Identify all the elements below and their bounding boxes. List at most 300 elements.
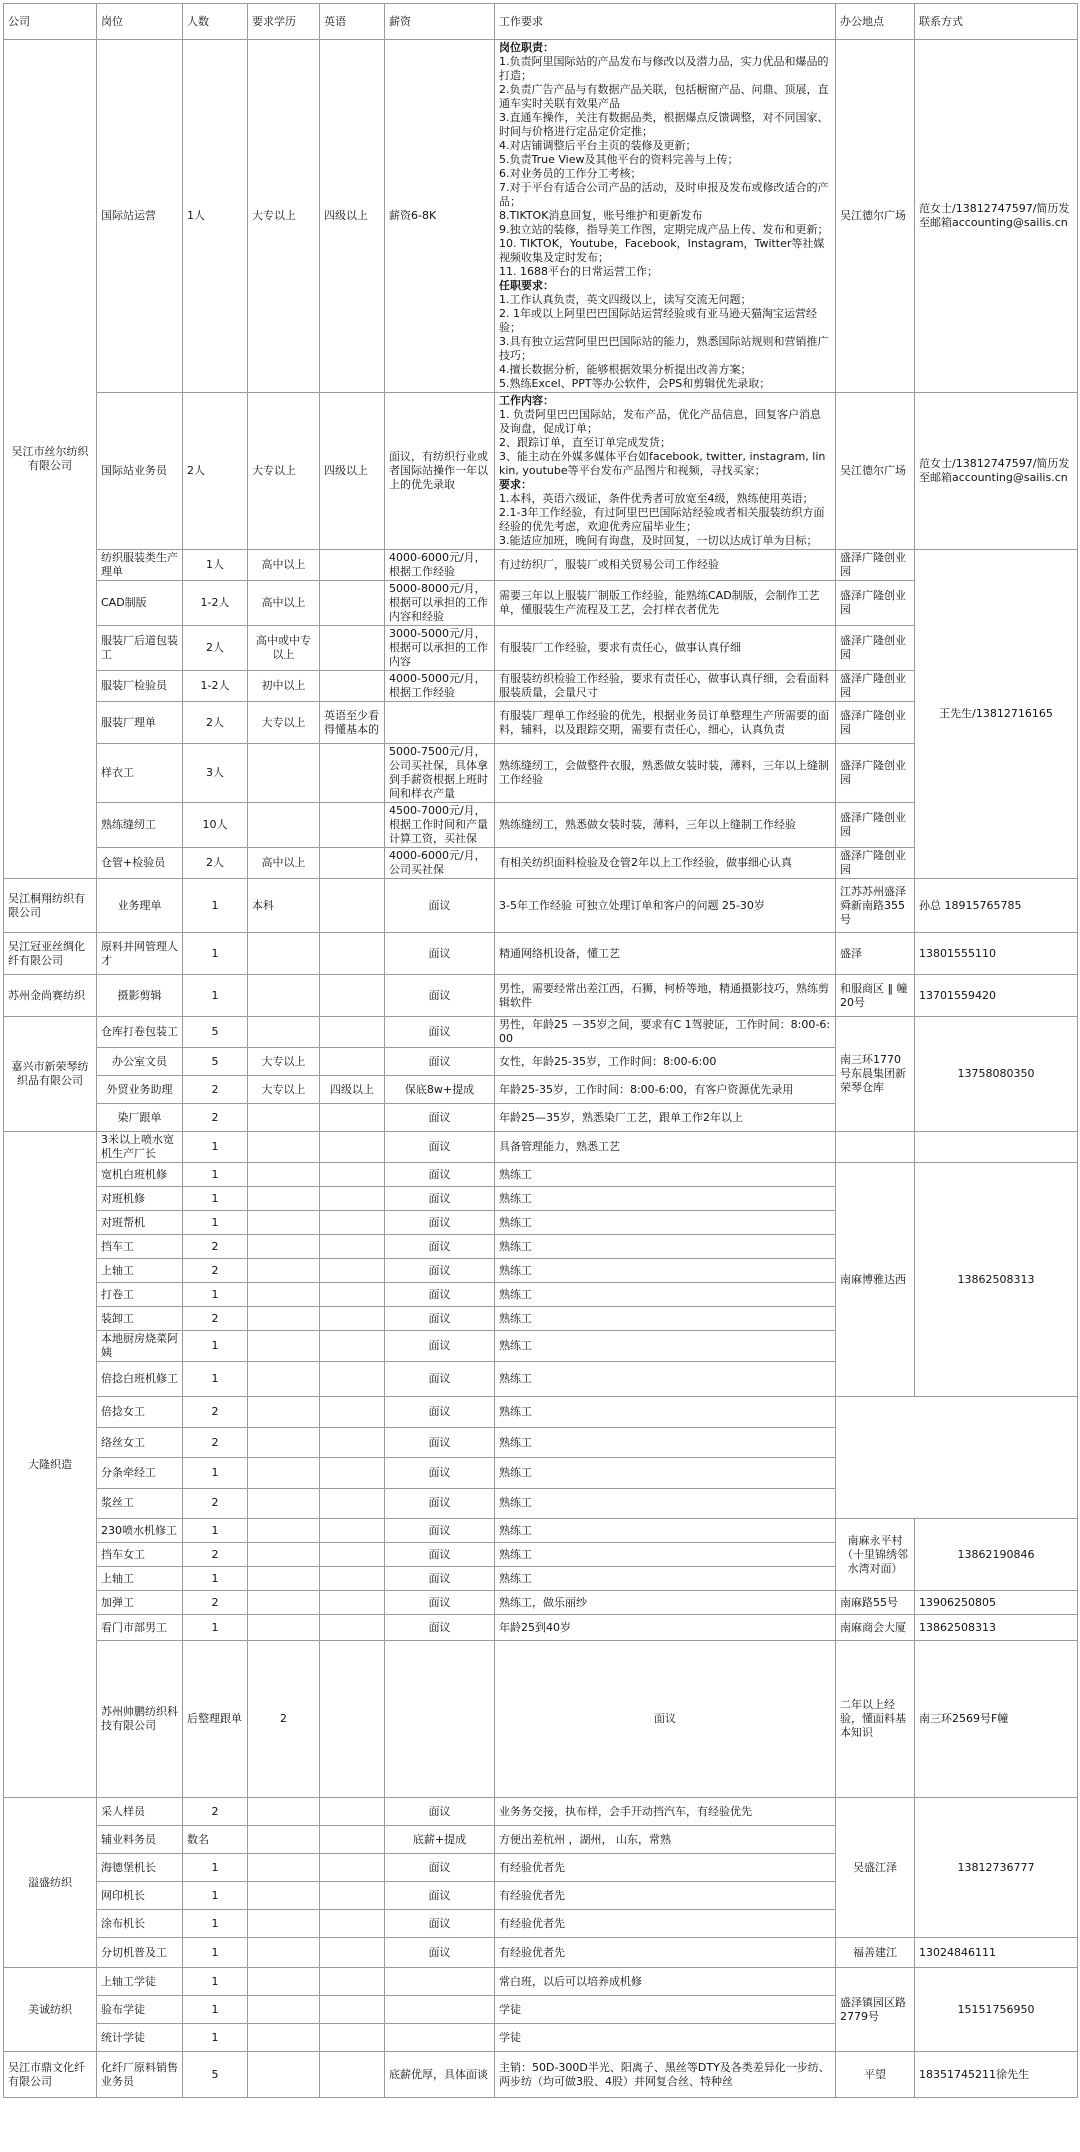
requirement-line: 5.负责True View及其他平台的资料完善与上传； <box>499 153 739 166</box>
count-cell: 1 <box>183 1283 248 1307</box>
english-cell <box>320 1968 385 1996</box>
requirements-cell: 精通网络机设备，懂工艺 <box>495 933 836 975</box>
count-cell: 2 <box>183 1488 248 1518</box>
requirements-cell: 熟练工 <box>495 1362 836 1397</box>
table-row <box>4 1938 1078 1968</box>
requirement-line: 2. 1年或以上阿里巴巴国际站运营经验或有亚马逊天猫淘宝运营经验； <box>499 307 817 334</box>
count-cell: 2人 <box>183 702 248 744</box>
education-cell: 高中以上 <box>248 581 320 626</box>
english-cell: 英语至少看得懂基本的 <box>320 702 385 744</box>
english-cell <box>320 1283 385 1307</box>
education-cell <box>248 1235 320 1259</box>
position-cell: 本地厨房烧菜阿姨 <box>97 1331 183 1362</box>
requirements-cell: 熟练工 <box>495 1211 836 1235</box>
education-cell <box>248 1910 320 1938</box>
salary-cell <box>385 1968 495 1996</box>
education-cell <box>248 1488 320 1518</box>
requirements-cell: 方便出差杭州 ，湖州， 山东，常熟 <box>495 1826 836 1854</box>
english-cell <box>320 933 385 975</box>
salary-cell: 面议 <box>385 1591 495 1615</box>
table-row <box>4 1163 1078 1187</box>
contact-cell: 孙总 18915765785 <box>915 879 1078 933</box>
education-cell <box>248 1283 320 1307</box>
education-cell <box>248 1519 320 1543</box>
requirement-line: 2.负责广告产品与有数据产品关联，包括橱窗产品、问鼎、顶展，直通车实时关联有效果产品 <box>499 83 829 110</box>
salary-cell: 面议 <box>385 1938 495 1968</box>
office-cell: 吴江德尔广场 <box>836 393 915 550</box>
count-cell: 1人 <box>183 40 248 393</box>
position-cell: 看门市部男工 <box>97 1615 183 1641</box>
english-cell <box>320 1938 385 1968</box>
salary-cell: 4000-5000元/月，根据工作经验 <box>385 671 495 702</box>
english-cell <box>320 1017 385 1048</box>
salary-cell: 面议 <box>385 1331 495 1362</box>
english-cell <box>320 1132 385 1163</box>
position-cell: 样衣工 <box>97 744 183 803</box>
salary-cell: 面议 <box>385 1307 495 1331</box>
english-cell <box>320 1488 385 1518</box>
count-cell: 1 <box>183 1362 248 1397</box>
position-cell: 230喷水机修工 <box>97 1519 183 1543</box>
contact-cell: 13701559420 <box>915 975 1078 1017</box>
requirement-line: 3.直通车操作，关注有数据品类，根据爆点反馈调整，对不同国家、时间与价格进行定品定价定推； <box>499 111 829 138</box>
table-row <box>4 879 1078 933</box>
english-cell <box>320 1307 385 1331</box>
count-cell: 2 <box>183 1397 248 1427</box>
salary-cell: 面议 <box>385 1488 495 1518</box>
count-cell: 1 <box>183 1854 248 1882</box>
contact-cell: 王先生/13812716165 <box>915 550 1078 879</box>
salary-cell: 面议 <box>385 1427 495 1457</box>
salary-cell: 面议 <box>385 1910 495 1938</box>
english-cell <box>320 848 385 879</box>
count-cell: 1 <box>183 933 248 975</box>
count-cell: 1 <box>183 1567 248 1591</box>
salary-cell: 面议 <box>385 1798 495 1826</box>
requirement-line: 9.独立站的装修，指导美工作图，定期完成产品上传、发布和更新； <box>499 223 829 236</box>
table-row <box>4 1641 1078 1798</box>
table-row <box>4 1458 1078 1488</box>
header-education: 要求学历 <box>248 4 320 40</box>
position-cell: 后整理跟单 <box>183 1641 248 1798</box>
table-row <box>4 975 1078 1017</box>
count-cell: 5 <box>183 2052 248 2098</box>
contact-cell: 13906250805 <box>915 1591 1078 1615</box>
english-cell <box>320 1615 385 1641</box>
requirement-line: 7.对于平台有适合公司产品的活动，及时申报及发布或修改适合的产品； <box>499 181 829 208</box>
contact-cell: 范女士/13812747597/简历发至邮箱accounting@sailis.cn <box>915 40 1078 393</box>
english-cell <box>320 1996 385 2024</box>
requirement-line: 3.能适应加班，晚间有询盘，及时回复，一切以达成订单为目标； <box>499 534 818 547</box>
position-cell: CAD制版 <box>97 581 183 626</box>
office-cell: 吴盛江泽 <box>836 1798 915 1938</box>
header-company: 公司 <box>4 4 97 40</box>
requirements-cell <box>495 393 836 550</box>
salary-cell: 5000-8000元/月，根据可以承担的工作内容和经验 <box>385 581 495 626</box>
count-cell: 5 <box>183 1048 248 1076</box>
education-cell <box>248 1427 320 1457</box>
english-cell <box>320 1211 385 1235</box>
count-cell: 2人 <box>183 848 248 879</box>
requirements-cell: 年龄25到40岁 <box>495 1615 836 1641</box>
company-cell: 吴江冠亚丝绸化纤有限公司 <box>4 933 97 975</box>
salary-cell: 面议 <box>385 1187 495 1211</box>
salary-cell <box>385 2024 495 2052</box>
count-cell: 2 <box>248 1641 320 1798</box>
position-cell: 服装厂检验员 <box>97 671 183 702</box>
office-cell: 盛泽 <box>836 933 915 975</box>
requirements-cell: 男性，需要经常出差江西，石狮，柯桥等地，精通摄影技巧，熟练剪辑软件 <box>495 975 836 1017</box>
salary-cell: 面议 <box>385 1615 495 1641</box>
salary-cell: 薪资6-8K <box>385 40 495 393</box>
education-cell <box>248 1331 320 1362</box>
position-cell: 仓库打卷包装工 <box>97 1017 183 1048</box>
salary-cell: 面议 <box>385 1048 495 1076</box>
table-row <box>4 1017 1078 1048</box>
office-cell: 吴江德尔广场 <box>836 40 915 393</box>
count-cell: 2 <box>183 1543 248 1567</box>
requirements-cell: 学徒 <box>495 2024 836 2052</box>
requirement-line: 10. TIKTOK，Youtube，Facebook，Instagram，Twitter等社媒视频收集及定时发布； <box>499 237 825 264</box>
contact-cell: 13812736777 <box>915 1798 1078 1938</box>
position-cell: 打卷工 <box>97 1283 183 1307</box>
education-cell <box>248 1798 320 1826</box>
requirement-heading: 要求： <box>499 478 532 491</box>
header-contact: 联系方式 <box>915 4 1078 40</box>
requirements-cell: 有经验优者先 <box>495 1938 836 1968</box>
position-cell: 宽机白班机修 <box>97 1163 183 1187</box>
position-cell: 上轴工 <box>97 1567 183 1591</box>
requirements-cell: 有服装厂理单工作经验的优先，根据业务员订单整理生产所需要的面料，辅料，以及跟踪交期，需要有责任心，细心，认真负责 <box>495 702 836 744</box>
education-cell <box>248 1307 320 1331</box>
salary-cell <box>385 702 495 744</box>
english-cell <box>320 2052 385 2098</box>
requirements-cell: 熟练工 <box>495 1543 836 1567</box>
count-cell: 1 <box>183 1211 248 1235</box>
requirements-cell: 男性，年龄25 －35岁之间，要求有C 1驾驶证，工作时间：8:00-6:00 <box>495 1017 836 1048</box>
education-cell <box>248 1543 320 1567</box>
english-cell <box>320 671 385 702</box>
requirement-line: 1. 负责阿里巴巴国际站，发布产品，优化产品信息，回复客户消息及询盘，促成订单； <box>499 408 821 435</box>
position-cell: 纺织服装类生产理单 <box>97 550 183 581</box>
salary-cell: 4000-6000元/月，公司买社保 <box>385 848 495 879</box>
position-cell: 挡车工 <box>97 1235 183 1259</box>
english-cell <box>320 550 385 581</box>
education-cell <box>248 975 320 1017</box>
position-cell: 倍捻女工 <box>97 1397 183 1427</box>
requirements-cell: 熟练工 <box>495 1427 836 1457</box>
english-cell <box>320 1362 385 1397</box>
english-cell <box>320 1910 385 1938</box>
english-cell <box>320 1187 385 1211</box>
office-cell: 南麻博雅达西 <box>836 1163 915 1397</box>
count-cell: 1 <box>183 1132 248 1163</box>
count-cell: 1-2人 <box>183 671 248 702</box>
salary-cell: 面议 <box>385 1259 495 1283</box>
position-cell: 倍捻白班机修工 <box>97 1362 183 1397</box>
table-row <box>4 1397 1078 1427</box>
english-cell <box>320 1882 385 1910</box>
requirement-line: 1.本科，英语六级证，条件优秀者可放宽至4级，熟练使用英语； <box>499 492 814 505</box>
education-cell: 大专以上 <box>248 1076 320 1104</box>
salary-cell: 面议 <box>385 975 495 1017</box>
salary-cell: 5000-7500元/月，公司买社保，具体拿到手薪资根据上班时间和样衣产量 <box>385 744 495 803</box>
position-cell: 对班帮机 <box>97 1211 183 1235</box>
count-cell: 1 <box>183 1331 248 1362</box>
education-cell <box>248 1615 320 1641</box>
contact-cell: 范女士/13812747597/简历发至邮箱accounting@sailis.cn <box>915 393 1078 550</box>
requirements-cell: 熟练缝纫工，会做整件衣服，熟悉做女装时装，薄料，三年以上缝制工作经验 <box>495 744 836 803</box>
requirement-line: 4.对店铺调整后平台主页的装修及更新； <box>499 139 697 152</box>
position-cell: 涂布机长 <box>97 1910 183 1938</box>
requirements-cell <box>495 40 836 393</box>
requirements-cell: 有服装厂工作经验，要求有责任心，做事认真仔细 <box>495 626 836 671</box>
office-cell: 平望 <box>836 2052 915 2098</box>
company-cell: 苏州金尚赛纺织 <box>4 975 97 1017</box>
requirements-cell: 有相关纺织面料检验及仓管2年以上工作经验，做事细心认真 <box>495 848 836 879</box>
requirement-heading: 任职要求： <box>499 279 554 292</box>
education-cell <box>248 1968 320 1996</box>
education-cell <box>248 1132 320 1163</box>
requirement-line: 11. 1688平台的日常运营工作； <box>499 265 658 278</box>
office-cell: 江苏苏州盛泽舜新南路355号 <box>836 879 915 933</box>
office-cell: 南麻商会大厦 <box>836 1615 915 1641</box>
position-cell: 加弹工 <box>97 1591 183 1615</box>
office-cell: 和服商区 ‖ 幢20号 <box>836 975 915 1017</box>
position-cell: 分条牵经工 <box>97 1458 183 1488</box>
contact-cell: 13758080350 <box>915 1017 1078 1132</box>
contact-cell: 13862508313 <box>915 1615 1078 1641</box>
requirement-line: 3.具有独立运营阿里巴巴国际站的能力，熟悉国际站规则和营销推广技巧； <box>499 335 829 362</box>
position-cell: 分切机普及工 <box>97 1938 183 1968</box>
office-cell: 南三环2569号F幢 <box>915 1641 1078 1798</box>
requirements-cell: 熟练工 <box>495 1163 836 1187</box>
education-cell <box>248 1826 320 1854</box>
english-cell <box>320 626 385 671</box>
table-row <box>4 933 1078 975</box>
position-cell: 验布学徒 <box>97 1996 183 2024</box>
salary-cell: 面议 <box>385 933 495 975</box>
english-cell <box>320 1397 385 1427</box>
position-cell: 上轴工 <box>97 1259 183 1283</box>
office-cell: 盛泽广隆创业园 <box>836 671 915 702</box>
requirements-cell: 二年以上经验，懂面料基本知识 <box>836 1641 915 1798</box>
requirements-cell: 熟练工，做乐丽纱 <box>495 1591 836 1615</box>
job-table <box>3 3 1078 2098</box>
salary-cell: 面议 <box>385 1543 495 1567</box>
education-cell: 初中以上 <box>248 671 320 702</box>
count-cell: 2人 <box>183 626 248 671</box>
contact-cell: 13862190846 <box>915 1519 1078 1591</box>
salary-cell: 面议 <box>385 1104 495 1132</box>
office-cell <box>836 1132 915 1163</box>
english-cell <box>320 1543 385 1567</box>
requirements-cell: 业务务交接，执布样，会手开动挡汽车，有经验优先 <box>495 1798 836 1826</box>
salary-cell: 底薪优厚，具体面谈 <box>385 2052 495 2098</box>
count-cell: 1 <box>183 1968 248 1996</box>
education-cell <box>248 1211 320 1235</box>
english-cell <box>385 1641 495 1798</box>
english-cell <box>320 1331 385 1362</box>
requirements-cell: 具备管理能力，熟悉工艺 <box>495 1132 836 1163</box>
count-cell: 1 <box>183 1882 248 1910</box>
requirements-cell: 常白班，以后可以培养成机修 <box>495 1968 836 1996</box>
requirements-cell: 熟练工 <box>495 1235 836 1259</box>
requirements-cell: 有经验优者先 <box>495 1882 836 1910</box>
office-cell: 福善建江 <box>836 1938 915 1968</box>
count-cell: 3人 <box>183 744 248 803</box>
english-cell <box>320 1798 385 1826</box>
english-cell <box>320 581 385 626</box>
english-cell <box>320 1854 385 1882</box>
education-cell: 高中或中专以上 <box>248 626 320 671</box>
english-cell <box>320 1826 385 1854</box>
salary-cell <box>385 1996 495 2024</box>
position-cell: 外贸业务助理 <box>97 1076 183 1104</box>
count-cell: 2 <box>183 1427 248 1457</box>
requirements-cell: 有经验优者先 <box>495 1854 836 1882</box>
education-cell <box>248 933 320 975</box>
requirements-cell: 主销：50D-300D半光、阳离子、黑丝等DTY及各类差异化一步纺、两步纺（均可做3股、4股）并网复合丝、特种丝 <box>495 2052 836 2098</box>
count-cell: 2 <box>183 1104 248 1132</box>
contact-cell <box>915 1132 1078 1163</box>
education-cell: 大专以上 <box>248 702 320 744</box>
count-cell: 10人 <box>183 803 248 848</box>
salary-cell: 面议 <box>385 1854 495 1882</box>
education-cell <box>248 744 320 803</box>
company-cell: 吴江桐翔纺织有限公司 <box>4 879 97 933</box>
requirement-heading: 岗位职责： <box>499 41 554 54</box>
table-row <box>4 1798 1078 1826</box>
salary-cell: 4000-6000元/月，根据工作经验 <box>385 550 495 581</box>
position-cell: 服装厂理单 <box>97 702 183 744</box>
office-cell: 南麻永平村（十里锦绣邻水湾对面） <box>836 1519 915 1591</box>
education-cell <box>248 1854 320 1882</box>
office-cell: 南麻路55号 <box>836 1591 915 1615</box>
contact-cell: 15151756950 <box>915 1968 1078 2052</box>
salary-cell: 面议 <box>385 1235 495 1259</box>
count-cell: 1 <box>183 1458 248 1488</box>
count-cell: 2 <box>183 1259 248 1283</box>
position-cell: 采人样员 <box>97 1798 183 1826</box>
salary-cell: 4500-7000元/月，根据工作时间和产量计算工资，买社保 <box>385 803 495 848</box>
table-row <box>4 1591 1078 1615</box>
position-cell: 络丝女工 <box>97 1427 183 1457</box>
count-cell: 1 <box>183 1163 248 1187</box>
requirement-heading: 工作内容： <box>499 394 554 407</box>
education-cell <box>248 1397 320 1427</box>
requirements-cell: 女性，年龄25-35岁，工作时间：8:00-6:00 <box>495 1048 836 1076</box>
requirements-cell: 熟练工 <box>495 1307 836 1331</box>
office-cell: 盛泽广隆创业园 <box>836 626 915 671</box>
office-cell: 盛泽广隆创业园 <box>836 702 915 744</box>
requirements-cell: 熟练工 <box>495 1567 836 1591</box>
header-row <box>4 4 1078 40</box>
company-cell: 溢盛纺织 <box>4 1798 97 1968</box>
position-cell: 对班机修 <box>97 1187 183 1211</box>
office-cell: 盛泽广隆创业园 <box>836 848 915 879</box>
salary-cell: 面议 <box>385 1882 495 1910</box>
requirement-line: 1.工作认真负责，英文四级以上，读写交流无问题； <box>499 293 752 306</box>
education-cell <box>248 1362 320 1397</box>
count-cell: 1 <box>183 1187 248 1211</box>
requirements-cell: 学徒 <box>495 1996 836 2024</box>
education-cell <box>248 1163 320 1187</box>
office-cell: 盛泽广隆创业园 <box>836 550 915 581</box>
count-cell: 5 <box>183 1017 248 1048</box>
requirements-cell: 有经验优者先 <box>495 1910 836 1938</box>
education-cell <box>248 1882 320 1910</box>
education-cell <box>248 1567 320 1591</box>
position-cell: 统计学徒 <box>97 2024 183 2052</box>
count-cell: 1-2人 <box>183 581 248 626</box>
salary-cell: 面议 <box>385 1211 495 1235</box>
salary-cell: 底薪+提成 <box>385 1826 495 1854</box>
education-cell: 高中以上 <box>248 848 320 879</box>
position-cell: 化纤厂原料销售业务员 <box>97 2052 183 2098</box>
education-cell: 大专以上 <box>248 40 320 393</box>
salary-cell: 面议 <box>385 1283 495 1307</box>
table-row <box>4 550 1078 581</box>
table-row <box>4 1615 1078 1641</box>
table-row <box>4 393 1078 550</box>
english-cell: 四级以上 <box>320 1076 385 1104</box>
office-cell: 盛泽广隆创业园 <box>836 803 915 848</box>
position-cell: 国际站业务员 <box>97 393 183 550</box>
requirement-line: 2、跟踪订单，直至订单完成发货； <box>499 436 671 449</box>
salary-cell: 面议 <box>385 1362 495 1397</box>
salary-cell: 面议 <box>385 1567 495 1591</box>
english-cell <box>320 1259 385 1283</box>
contact-cell: 13801555110 <box>915 933 1078 975</box>
education-cell <box>248 1591 320 1615</box>
salary-cell: 面议 <box>495 1641 836 1798</box>
header-requirements: 工作要求 <box>495 4 836 40</box>
english-cell <box>320 1519 385 1543</box>
education-cell <box>320 1641 385 1798</box>
requirements-cell: 熟练工 <box>495 1458 836 1488</box>
english-cell <box>320 1163 385 1187</box>
position-cell: 海德堡机长 <box>97 1854 183 1882</box>
position-cell: 熟练缝纫工 <box>97 803 183 848</box>
education-cell: 大专以上 <box>248 393 320 550</box>
table-row <box>4 1427 1078 1457</box>
education-cell <box>248 1017 320 1048</box>
position-cell: 装卸工 <box>97 1307 183 1331</box>
requirements-cell: 熟练工 <box>495 1283 836 1307</box>
position-cell: 浆丝工 <box>97 1488 183 1518</box>
header-english: 英语 <box>320 4 385 40</box>
position-cell: 国际站运营 <box>97 40 183 393</box>
salary-cell: 面议，有纺织行业或者国际站操作一年以上的优先录取 <box>385 393 495 550</box>
table-row <box>4 1519 1078 1543</box>
requirement-line: 2.1-3年工作经验，有过阿里巴巴国际站经验或者相关服装纺织方面经验的优先考虑，欢迎优秀应届毕业生； <box>499 506 825 533</box>
company-cell: 吴江市鼎文化纤有限公司 <box>4 2052 97 2098</box>
english-cell <box>320 1048 385 1076</box>
count-cell: 1 <box>183 1910 248 1938</box>
count-cell: 2 <box>183 1235 248 1259</box>
position-cell: 服装厂后道包装工 <box>97 626 183 671</box>
position-cell: 挡车女工 <box>97 1543 183 1567</box>
salary-cell: 面议 <box>385 1458 495 1488</box>
requirements-cell: 熟练工 <box>495 1331 836 1362</box>
english-cell <box>320 1104 385 1132</box>
requirement-line: 4.擅长数据分析，能够根据效果分析提出改善方案； <box>499 363 752 376</box>
requirements-cell: 需要三年以上服装厂制版工作经验，能熟练CAD制版，会制作工艺单，懂服装生产流程及工艺，会打样衣者优先 <box>495 581 836 626</box>
header-count: 人数 <box>183 4 248 40</box>
office-cell: 盛泽广隆创业园 <box>836 744 915 803</box>
requirement-line: 3、能主动在外媒多媒体平台如facebook, twitter, instagram, linkin, youtube等平台发布产品图片和视频，寻找买家； <box>499 450 826 477</box>
